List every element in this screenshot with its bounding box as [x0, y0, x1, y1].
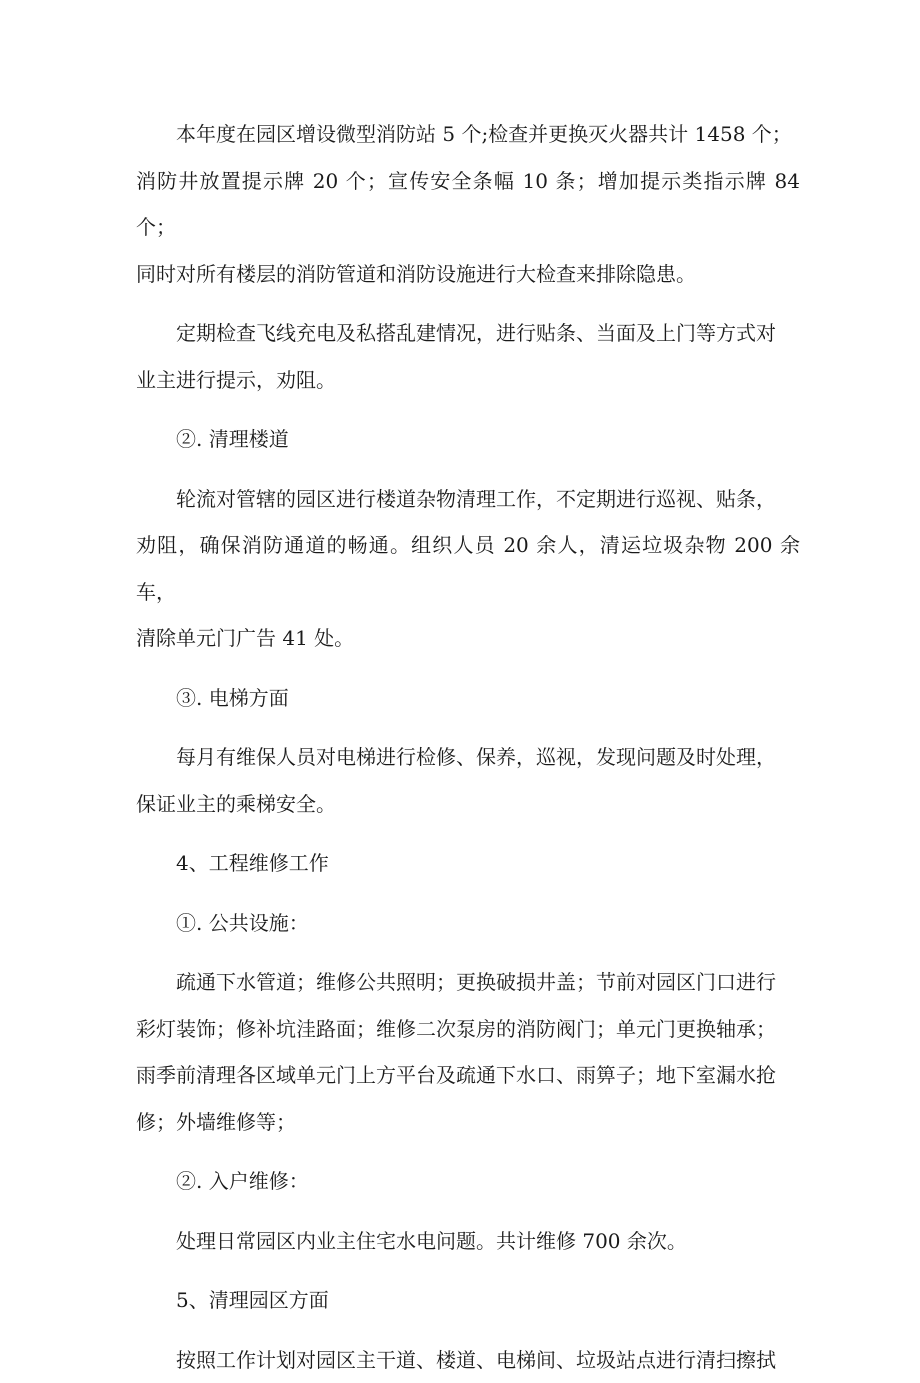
heading-engineering: 4、工程维修工作 [136, 840, 800, 887]
heading-elevator: ③. 电梯方面 [136, 675, 800, 722]
paragraph-elevator-line-2: 保证业主的乘梯安全。 [136, 781, 800, 828]
paragraph-fire-station-line-3: 同时对所有楼层的消防管道和消防设施进行大检查来排除隐患。 [136, 251, 800, 298]
paragraph-elevator-line-1: 每月有维保人员对电梯进行检修、保养，巡视，发现问题及时处理， [136, 734, 800, 781]
paragraph-stairs-line-1: 轮流对管辖的园区进行楼道杂物清理工作，不定期进行巡视、贴条， [136, 476, 800, 523]
heading-cleaning: 5、清理园区方面 [136, 1277, 800, 1324]
paragraph-fire-station-line-2: 消防井放置提示牌 20 个；宣传安全条幅 10 条；增加提示类指示牌 84 个； [136, 158, 800, 251]
document-body [136, 111, 800, 1383]
heading-clear-stairs: ②. 清理楼道 [136, 416, 800, 463]
paragraph-stairs-line-3: 清除单元门广告 41 处。 [136, 615, 800, 662]
paragraph-charging-line-2: 业主进行提示，劝阻。 [136, 357, 800, 404]
paragraph-public-facilities-line-3: 雨季前清理各区域单元门上方平台及疏通下水口、雨箅子；地下室漏水抢 [136, 1052, 800, 1099]
paragraph-public-facilities-line-1: 疏通下水管道；维修公共照明；更换破损井盖；节前对园区门口进行 [136, 959, 800, 1006]
paragraph-charging-line-1: 定期检查飞线充电及私搭乱建情况，进行贴条、当面及上门等方式对 [136, 310, 800, 357]
heading-household-repair: ②. 入户维修： [136, 1158, 800, 1205]
paragraph-public-facilities-line-2: 彩灯装饰；修补坑洼路面；维修二次泵房的消防阀门；单元门更换轴承； [136, 1006, 800, 1053]
paragraph-household-repair: 处理日常园区内业主住宅水电问题。共计维修 700 余次。 [136, 1218, 800, 1265]
paragraph-cleaning-plan: 按照工作计划对园区主干道、楼道、电梯间、垃圾站点进行清扫擦拭 [136, 1337, 800, 1383]
paragraph-fire-station-line-1: 本年度在园区增设微型消防站 5 个;检查并更换灭火器共计 1458 个； [136, 111, 800, 158]
heading-public-facilities: ①. 公共设施： [136, 900, 800, 947]
paragraph-stairs-line-2: 劝阻，确保消防通道的畅通。组织人员 20 余人，清运垃圾杂物 200 余车， [136, 522, 800, 615]
paragraph-public-facilities-line-4: 修；外墙维修等； [136, 1099, 800, 1146]
